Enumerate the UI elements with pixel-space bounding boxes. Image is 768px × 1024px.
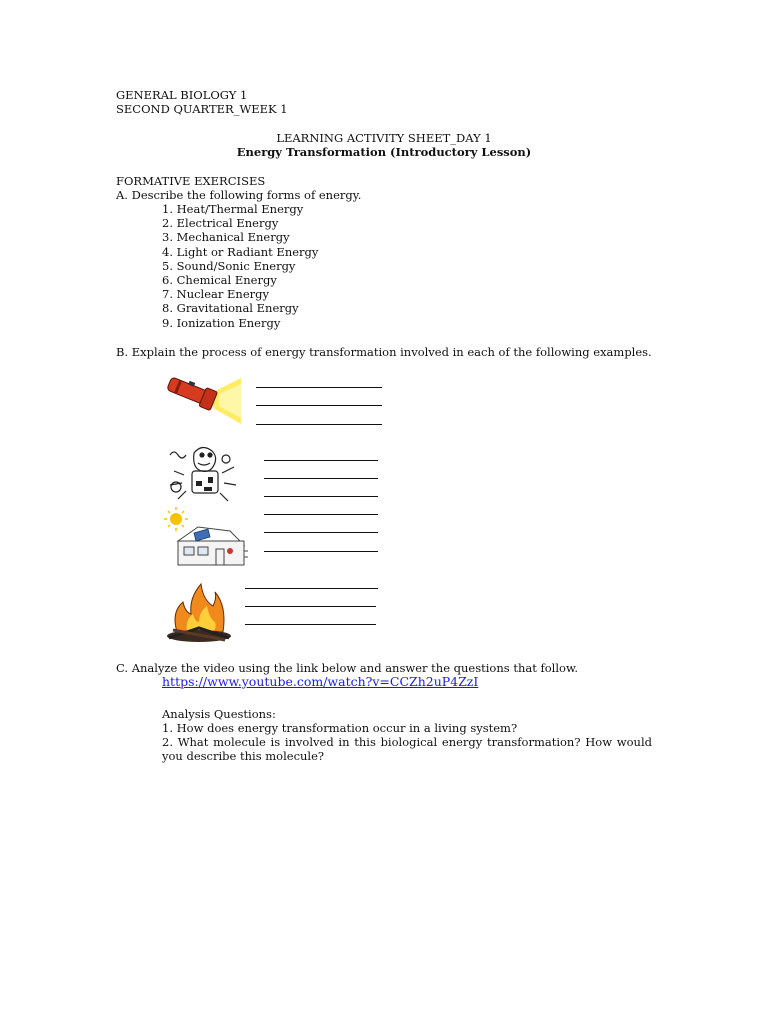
analysis-questions-heading: Analysis Questions: — [162, 707, 276, 721]
part-a-instruction: A. Describe the following forms of energy. — [116, 188, 362, 202]
video-link[interactable]: https://www.youtube.com/watch?v=CCZh2uP4ZzI — [162, 674, 479, 689]
answer-line[interactable] — [264, 532, 378, 533]
noisy-machine-icon — [164, 441, 240, 505]
course-title: GENERAL BIOLOGY 1 — [116, 88, 248, 102]
flashlight-icon — [163, 374, 243, 426]
part-c-instruction: C. Analyze the video using the link below and answer the questions that follow. — [116, 661, 579, 675]
list-item: 2. Electrical Energy — [162, 216, 279, 231]
answer-line[interactable] — [245, 606, 376, 607]
solar-house-icon — [164, 507, 250, 569]
list-item: 5. Sound/Sonic Energy — [162, 258, 296, 273]
topic-title: Energy Transformation (Introductory Lesson) — [236, 145, 532, 159]
answer-line[interactable] — [245, 624, 376, 625]
energy-forms-list — [162, 202, 318, 330]
list-item: 8. Gravitational Energy — [162, 301, 299, 316]
answer-line[interactable] — [245, 588, 378, 589]
answer-line[interactable] — [264, 514, 378, 515]
list-item: 3. Mechanical Energy — [162, 230, 290, 245]
answer-line[interactable] — [264, 460, 378, 461]
list-item: 4. Light or Radiant Energy — [162, 244, 319, 259]
campfire-icon — [163, 580, 235, 644]
question-2: 2. What molecule is involved in this biological energy transformation? How would you describe this molecule? — [162, 735, 652, 764]
list-item: 1. Heat/Thermal Energy — [162, 202, 304, 216]
answer-line[interactable] — [256, 405, 382, 406]
list-item: 7. Nuclear Energy — [162, 287, 269, 302]
answer-line[interactable] — [264, 496, 378, 497]
answer-line[interactable] — [256, 424, 382, 425]
list-item: 6. Chemical Energy — [162, 272, 277, 287]
exercises-heading: FORMATIVE EXERCISES — [116, 174, 266, 188]
question-1: 1. How does energy transformation occur in a living system? — [162, 721, 518, 735]
answer-line[interactable] — [264, 551, 378, 552]
quarter-title: SECOND QUARTER_WEEK 1 — [116, 102, 288, 116]
sheet-title: LEARNING ACTIVITY SHEET_DAY 1 — [276, 131, 492, 145]
part-b-instruction: B. Explain the process of energy transformation involved in each of the following examples. — [116, 345, 652, 359]
answer-line[interactable] — [264, 478, 378, 479]
answer-line[interactable] — [256, 387, 382, 388]
list-item: 9. Ionization Energy — [162, 315, 281, 330]
